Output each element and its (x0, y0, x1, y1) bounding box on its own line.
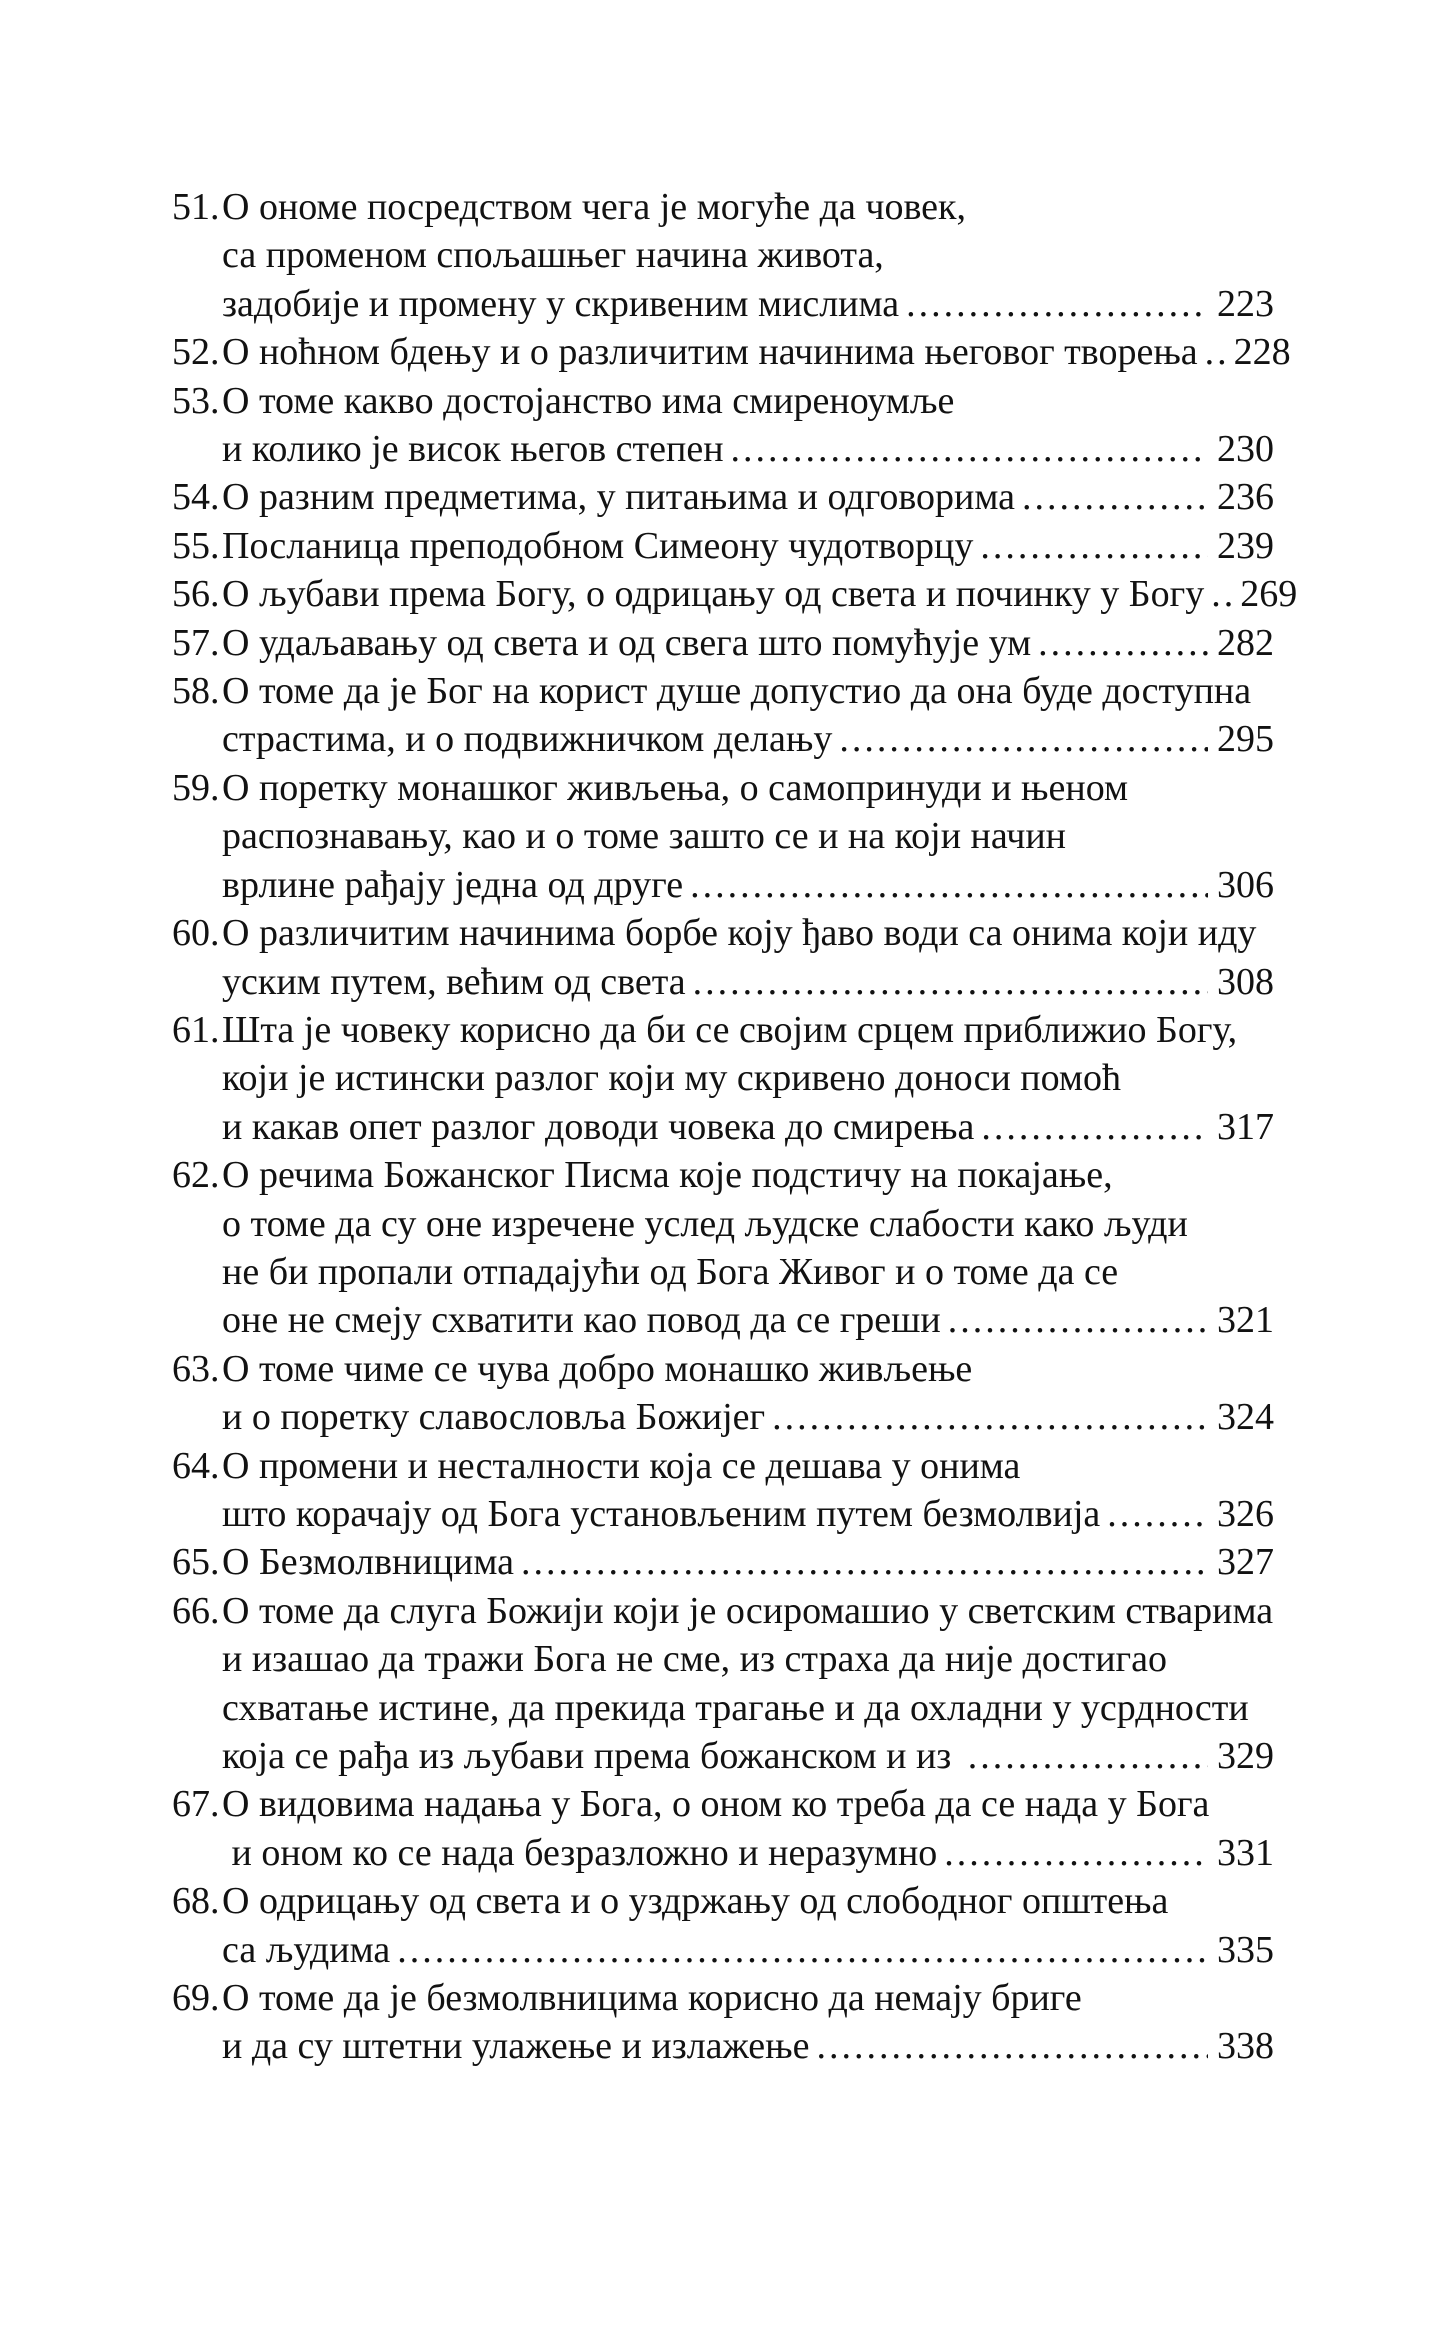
toc-line (172, 909, 1274, 957)
entry-text: схватање истине, да прекида трагање и да охладни у усрдности (222, 1686, 1249, 1729)
toc-line (172, 183, 1274, 231)
entry-text: и изашао да тражи Бога не сме, из страха да није достигао (222, 1638, 1168, 1681)
page-number: 329 (1217, 1735, 1274, 1777)
toc-line (172, 1635, 1274, 1683)
dot-leader (521, 1538, 1208, 1586)
dot-leader (906, 280, 1208, 328)
entry-number: 55. (172, 524, 220, 567)
entry-text: о томе да су оне изречене услед људске слабости како људи (222, 1202, 1188, 1245)
page-number: 306 (1217, 863, 1274, 906)
entry-text: задобије и промену у скривеним мислима (222, 282, 900, 325)
entry-text: не би пропали отпадајући од Бога Живог и о томе да се (222, 1250, 1119, 1293)
toc-line (172, 1103, 1274, 1151)
page-number: 228 (1233, 331, 1291, 374)
dot-leader (731, 425, 1208, 473)
entry-text: О различитим начинима борбе коју ђаво води са онима који иду (222, 912, 1257, 955)
page-number: 269 (1240, 573, 1298, 616)
toc-line (172, 1926, 1274, 1974)
toc-line (172, 231, 1274, 279)
toc-line (172, 1732, 1274, 1780)
entry-number: 66. (172, 1589, 220, 1632)
toc-line (172, 1296, 1274, 1344)
toc-line (172, 764, 1274, 812)
entry-text: О промени и несталности која се дешава у онима (222, 1444, 1021, 1487)
entry-text: Посланица преподобном Симеону чудотворцу (222, 524, 974, 567)
toc-line (172, 1345, 1274, 1393)
page-number: 321 (1217, 1299, 1274, 1342)
entry-text: и да су штетни улажење и излажење (222, 2025, 810, 2068)
toc-line (172, 280, 1274, 328)
entry-text: оне не смеју схватити као повод да се греши (222, 1299, 941, 1342)
entry-text: О томе да је безмолвницима корисно да немају бриге (222, 1977, 1082, 2020)
entry-number: 61. (172, 1008, 220, 1051)
entry-text: О ономе посредством чега је могуће да човек, (222, 186, 967, 228)
entry-number: 56. (172, 573, 220, 616)
toc-line (172, 570, 1298, 618)
entry-text: и колико је висок његов степен (222, 428, 724, 471)
entry-text: и оном ко се нада безразложно и неразумно (222, 1831, 938, 1874)
entry-text: О удаљавању од света и од свега што помућује ум (222, 621, 1032, 664)
toc-line (172, 377, 1274, 425)
page-number: 327 (1217, 1541, 1274, 1584)
dot-leader (690, 861, 1208, 909)
entry-text: и о поретку славословља Божијег (222, 1396, 766, 1439)
page-number: 239 (1217, 524, 1274, 567)
entry-number: 59. (172, 766, 220, 809)
entry-text: страстима, и о подвижничком делању (222, 718, 833, 761)
entry-text: уским путем, већим од света (222, 960, 686, 1003)
toc-line (172, 958, 1274, 1006)
toc-list (172, 183, 1298, 2071)
entry-text: врлине рађају једна од друге (222, 863, 684, 906)
page-number: 338 (1217, 2025, 1274, 2068)
entry-text: О видовима надања у Бога, о оном ко треба да се нада у Бога (222, 1783, 1210, 1826)
entry-number: 52. (172, 331, 220, 374)
entry-number: 53. (172, 379, 220, 422)
page-number: 317 (1217, 1105, 1274, 1148)
entry-text: О речима Божанског Писма које подстичу на покајање, (222, 1154, 1113, 1197)
dot-leader (772, 1393, 1208, 1441)
entry-text: која се рађа из љубави према божанском и из (222, 1735, 961, 1777)
entry-number: 60. (172, 912, 220, 955)
entry-number: 57. (172, 621, 220, 664)
entry-number: 62. (172, 1154, 220, 1197)
entry-text: О разним предметима, у питањима и одговорима (222, 476, 1016, 519)
dot-leader (981, 1103, 1208, 1151)
page-number: 230 (1217, 428, 1274, 471)
toc-line (172, 2022, 1274, 2070)
toc-line (172, 619, 1274, 667)
toc-line (172, 715, 1274, 763)
dot-leader (397, 1926, 1208, 1974)
toc-line (172, 812, 1274, 860)
toc-line (172, 328, 1291, 376)
entry-text: О одрицању од света и о уздржању од слободног општења (222, 1880, 1169, 1923)
toc-line (172, 1780, 1274, 1828)
entry-text: Шта је човеку корисно да би се својим срцем приближио Богу, (222, 1008, 1238, 1051)
toc-line (172, 1684, 1274, 1732)
toc-line (172, 1877, 1274, 1925)
page-number: 236 (1217, 476, 1274, 519)
dot-leader (817, 2022, 1208, 2070)
entry-text: О љубави према Богу, о одрицању од света и починку у Богу (222, 573, 1205, 616)
toc-line (172, 861, 1274, 909)
page-number: 326 (1217, 1492, 1274, 1535)
entry-text: О томе да је Бог на корист душе допустио да она буде доступна (222, 670, 1252, 713)
toc-line (172, 1393, 1274, 1441)
entry-number: 63. (172, 1347, 220, 1390)
entry-text: О томе чиме се чува добро монашко живљење (222, 1347, 973, 1390)
entry-number: 51. (172, 186, 220, 228)
entry-text: О томе какво достојанство има смиреноумље (222, 379, 955, 422)
entry-text: О ноћном бдењу и о различитим начинима његовог творења (222, 331, 1198, 374)
page-number: 282 (1217, 621, 1274, 664)
entry-text: који је истински разлог који му скривено доноси помоћ (222, 1057, 1121, 1100)
entry-text: О поретку монашког живљења, о самопринуди и њеном (222, 766, 1129, 809)
entry-text: О Безмолвницима (222, 1541, 515, 1584)
page-number: 295 (1217, 718, 1274, 761)
dot-leader (968, 1732, 1208, 1780)
entry-text: са променом спољашњег начина живота, (222, 234, 884, 277)
dot-leader (948, 1296, 1208, 1344)
page-number: 335 (1217, 1928, 1274, 1971)
dot-leader (1211, 570, 1231, 618)
entry-text: што корачају од Бога установљеним путем безмолвија (222, 1492, 1101, 1535)
entry-number: 64. (172, 1444, 220, 1487)
entry-number: 54. (172, 476, 220, 519)
toc-line (172, 1054, 1274, 1102)
entry-text: О томе да слуга Божији који је осиромашио у светским стварима (222, 1589, 1274, 1632)
dot-leader (1022, 473, 1208, 521)
dot-leader (693, 958, 1208, 1006)
entry-number: 65. (172, 1541, 220, 1584)
toc-line (172, 522, 1274, 570)
entry-text: распознавању, као и о томе зашто се и на који начин (222, 815, 1067, 858)
toc-line (172, 1829, 1274, 1877)
entry-number: 68. (172, 1880, 220, 1923)
toc-line (172, 1200, 1274, 1248)
toc-line (172, 473, 1274, 521)
toc-line (172, 1538, 1274, 1586)
toc-line (172, 1587, 1274, 1635)
dot-leader (1038, 619, 1208, 667)
toc-line (172, 1006, 1274, 1054)
toc-line (172, 1490, 1274, 1538)
dot-leader (980, 522, 1208, 570)
page-number: 331 (1217, 1831, 1274, 1874)
dot-leader (1107, 1490, 1208, 1538)
entry-number: 69. (172, 1977, 220, 2020)
toc-line (172, 667, 1274, 715)
dot-leader (1205, 328, 1225, 376)
toc-line (172, 1248, 1274, 1296)
page-number: 308 (1217, 960, 1274, 1003)
dot-leader (944, 1829, 1208, 1877)
toc-line (172, 1151, 1274, 1199)
toc-line (172, 425, 1274, 473)
entry-number: 58. (172, 670, 220, 713)
toc-line (172, 1974, 1274, 2022)
page-number: 223 (1217, 282, 1274, 325)
page-number: 324 (1217, 1396, 1274, 1439)
entry-number: 67. (172, 1783, 220, 1826)
entry-text: и какав опет разлог доводи човека до смирења (222, 1105, 975, 1148)
toc-line (172, 1442, 1274, 1490)
entry-text: са људима (222, 1928, 391, 1971)
dot-leader (839, 715, 1208, 763)
